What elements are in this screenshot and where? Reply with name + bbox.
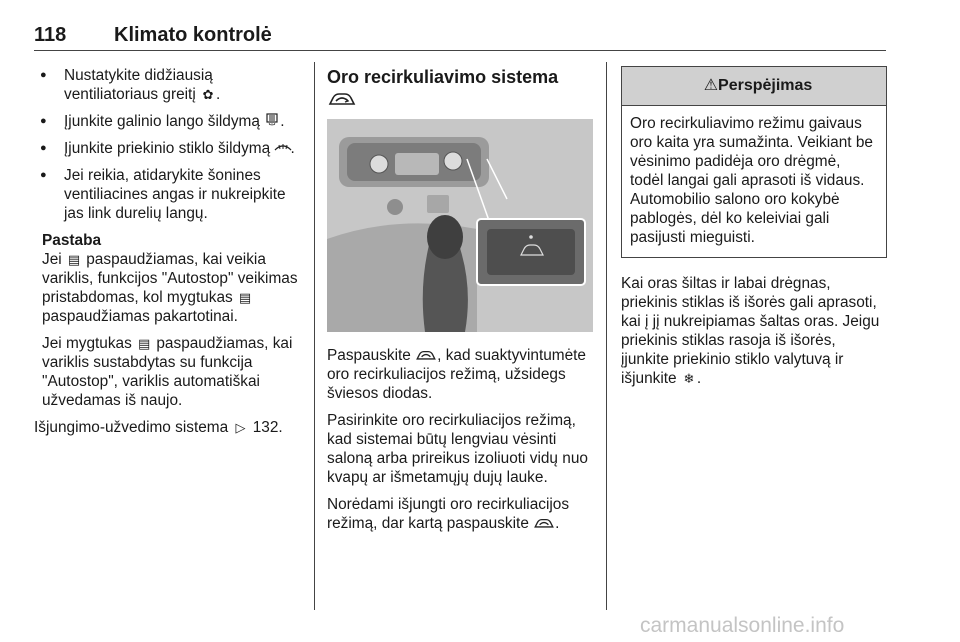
windshield-defrost-icon [274,139,290,158]
cross-reference[interactable]: Išjungimo-užvedimo sistema ▷ 132. [34,419,283,436]
warning-icon: ⚠ [703,77,719,94]
list-item: ● Nustatykite didžiausią ventiliatoriaus greitį ✿ . [34,66,306,104]
note [34,231,306,410]
list-item: ● Įjunkite galinio lango šildymą . [34,112,306,131]
column-middle [327,66,593,541]
paragraph: Norėdami išjungti oro recirkuliacijos režimą, dar kartą paspauskite . [327,496,570,532]
column-divider [606,62,607,610]
section-title: Oro recirkuliavimo sistema [327,66,593,110]
note-paragraph: Jei ▤ paspaudžiamas, kai veikia variklis, funkcijos "Autostop" veikimas pristabdomas, kol mygtukas ▤ paspaudžiamas pakartotinai. [42,251,298,325]
air-recirculation-icon [415,350,437,362]
rear-defrost-icon [264,112,280,131]
column-left [34,66,306,445]
autostop-off-icon: ▤ [137,336,151,351]
paragraph: Pasirinkite oro recirkuliacijos režimą, kad sistemai būtų lengviau vėsinti saloną arba prireikus izoliuoti vidų nuo kvapų ar išmetamųjų dujų lauke. [327,412,588,486]
air-recirculation-icon [533,518,555,530]
page-number: 118 [34,24,67,46]
column-right [621,66,887,396]
page-reference-icon: ▷ [235,420,246,435]
air-conditioning-icon: ❄ [683,371,695,386]
note-title: Pastaba [42,232,102,249]
autostop-off-icon: ▤ [67,252,81,267]
page-header [34,24,886,51]
console-photo [327,119,593,332]
watermark: carmanualsonline.info [640,614,845,637]
air-recirculation-icon [327,92,357,108]
paragraph: Kai oras šiltas ir labai drėgnas, priekinis stiklas iš išorės gali aprasoti, kai į jį nukreipiamas šaltas oras. Jeigu priekinis stiklas rasoja iš išorės, įjunkite priekinio stiklo valytuvą ir išjunkite ❄ . [621,275,880,387]
warning-header: ⚠Perspėjimas [622,67,886,106]
list-item: ● Jei reikia, atidarykite šonines ventiliacines angas ir nukreipkite jas link durelių langų. [34,166,306,223]
page-title: Klimato kontrolė [114,24,272,46]
note-paragraph: Jei mygtukas ▤ paspaudžiamas, kai variklis sustabdytas su funkcija "Autostop", variklis automatiškai užvedamas iš naujo. [42,335,293,409]
warning-box [621,66,887,258]
fan-icon: ✿ [202,87,214,102]
column-divider [314,62,315,610]
paragraph: Paspauskite , kad suaktyvintumėte oro recirkuliacijos režimą, užsidegs šviesos diodas. [327,347,586,402]
warning-text: Oro recirkuliavimo režimu gaivaus oro kaita yra sumažinta. Veikiant be vėsinimo padidėja oro drėgmė, todėl langai gali aprasoti iš vidaus. Automobilio salono oro kokybė pablogės, dėl ko keleiviai gali pasijusti mieguisti. [630,115,873,246]
autostop-off-icon: ▤ [238,290,252,305]
list-item: ● Įjunkite priekinio stiklo šildymą . [34,139,306,158]
